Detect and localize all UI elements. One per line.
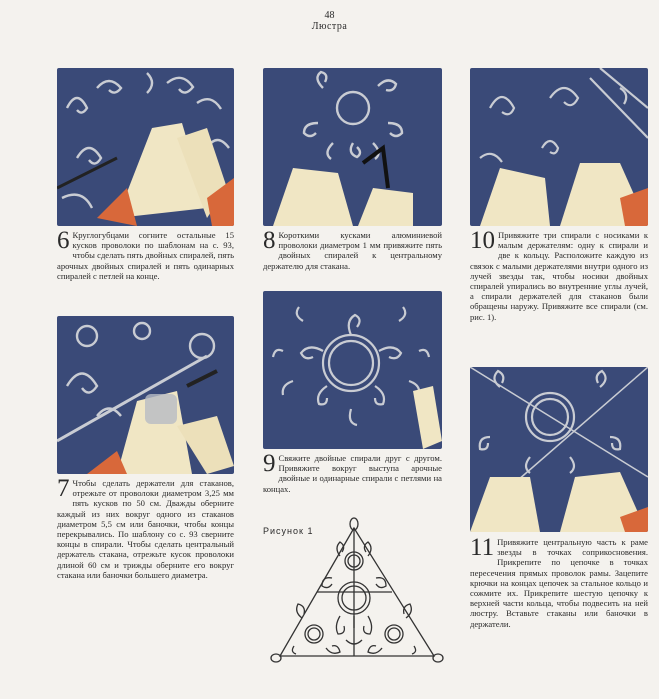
step-6-number: 6: [57, 227, 70, 254]
step-10-number: 10: [470, 227, 495, 254]
step-8: [263, 227, 442, 271]
figure-label: Рисунок 1: [263, 526, 314, 536]
photo-step-6: [57, 68, 234, 226]
step-7-text: Чтобы сделать держатели для стаканов, отрежьте от проволоки диаметром 3,25 мм пять кусков по 50 см. Дважды оберните каждый из них вокруг одного из стаканов диаметром 5,5 см или баночки, чтобы концы перекрывались. По шаблону со с. 93 сверните концы в спирали. Чтобы сделать центральный держатель стакана, отрежьте кусок проволоки длиной 60 см и трижды оберните его вокруг стакана или баночки большего диаметра.: [57, 478, 234, 580]
step-11-number: 11: [470, 534, 495, 561]
step-8-text: Короткими кусками алюминиевой проволоки диаметром 1 мм привяжите пять двойных спиралей к центральному держателю для стакана.: [263, 230, 442, 271]
page-title: Люстра: [311, 21, 348, 32]
step-6: [57, 227, 234, 281]
step-7: [57, 475, 234, 580]
page-header: [0, 10, 659, 32]
photo-step-10: [470, 68, 648, 226]
step-8-number: 8: [263, 227, 276, 254]
step-11: [470, 534, 648, 629]
photo-step-11: [470, 367, 648, 532]
photo-step-7: [57, 316, 234, 474]
step-6-text: Круглогубцами согните остальные 15 кусков проволоки по шаблонам на с. 93, чтобы сделать пять двойных спиралей, пять арочных двойных спиралей и пять одинарных спиралей с петлей на конце.: [57, 230, 234, 281]
step-7-number: 7: [57, 475, 70, 502]
step-9-text: Свяжите двойные спирали друг с другом. Привяжите вокруг выступа арочные двойные и одинарные спирали с петлями на концах.: [263, 453, 442, 494]
step-9-number: 9: [263, 450, 276, 477]
step-9: [263, 450, 442, 494]
step-10-text: Привяжите три спирали с носиками к малым держателям: одну к спирали и две к кольцу. Расположите каждую из связок с малыми держателями внутри одного из лучей звезды так, чтобы носики двойных спиралей упирались во внутренние углы лучей, а спирали держателей для стаканов были обращены наружу. Привяжите все спирали (см. рис. 1).: [470, 230, 648, 322]
step-11-text: Привяжите центральную часть к раме звезды в точках соприкосновения. Прикрепите по цепочке в точках пересечения прямых проволок рамы. Зацепите крючки на концах цепочек за стальное кольцо и сожмите их. Прикрепите шестую цепочку к верхней части кольца, чтобы подвесить на ней люстру. Вставьте стаканы или баночки в держатели.: [470, 537, 648, 629]
page-number: 48: [324, 10, 335, 21]
photo-step-9: [263, 291, 442, 449]
photo-step-8: [263, 68, 442, 226]
step-10: [470, 227, 648, 322]
figure-1-triangle: [262, 516, 452, 671]
